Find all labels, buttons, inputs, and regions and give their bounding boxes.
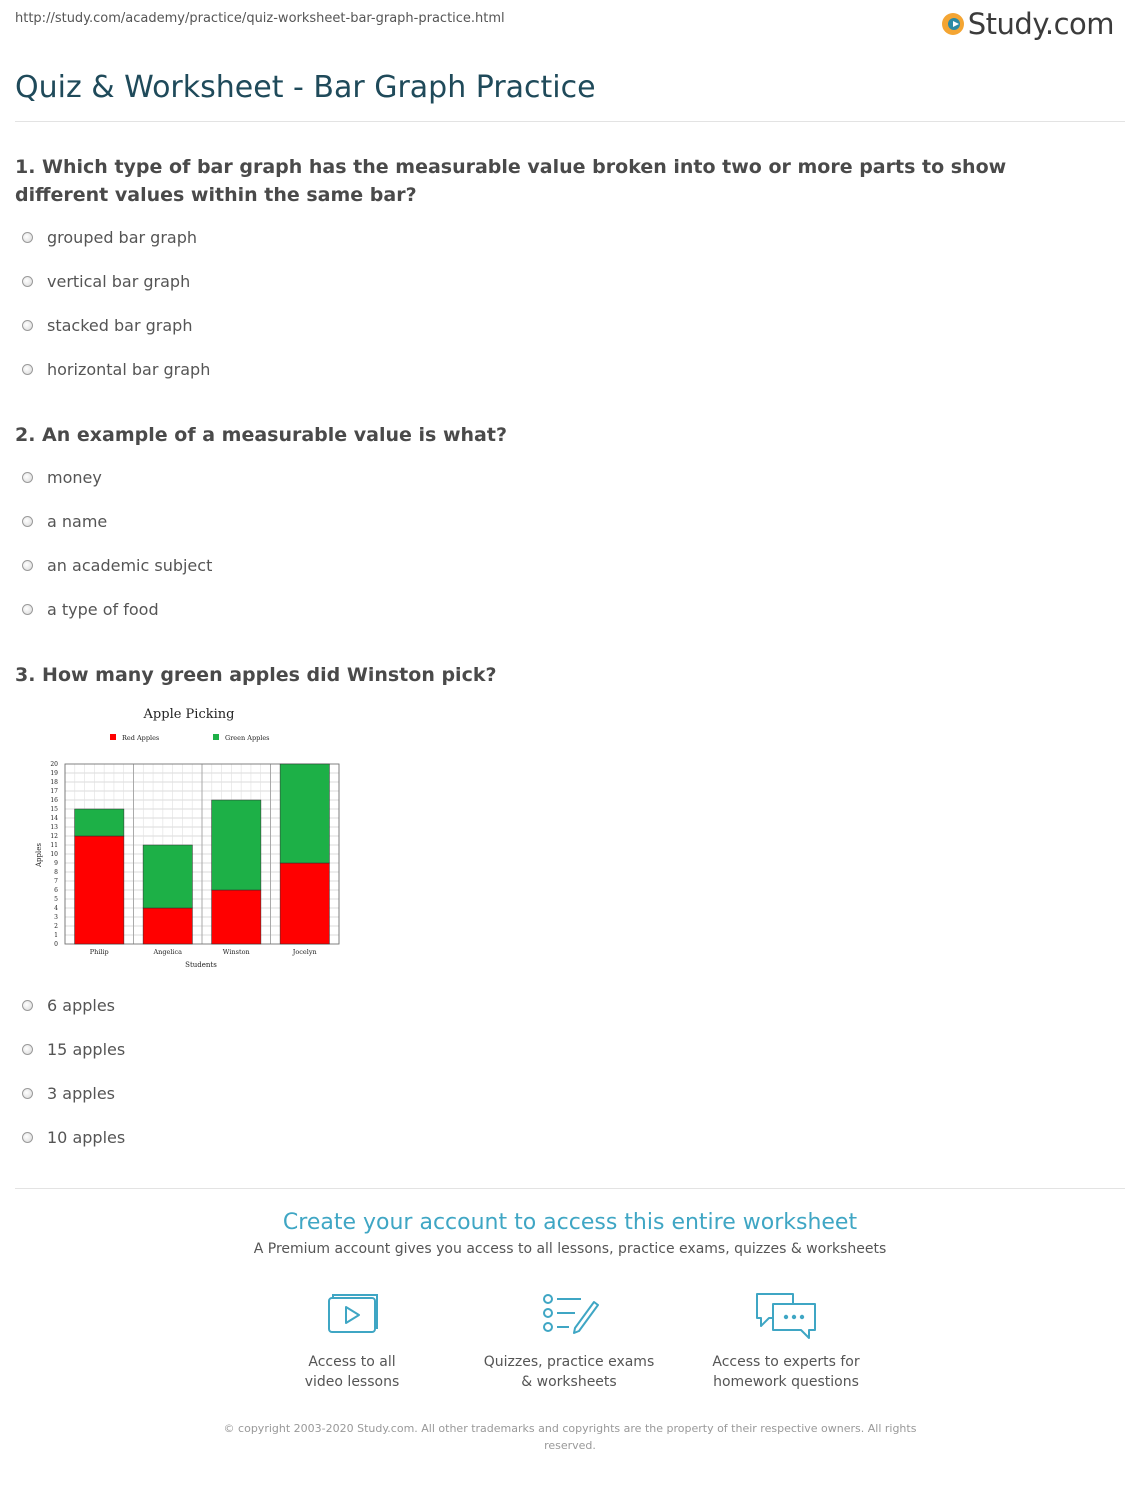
cta-divider xyxy=(15,1188,1125,1189)
bar-philip-red-apples xyxy=(75,836,124,944)
y-tick-label: 12 xyxy=(50,833,58,840)
radio-button[interactable] xyxy=(22,320,33,331)
cta-subtitle: A Premium account gives you access to all lessons, practice exams, quizzes & worksheets xyxy=(253,1241,887,1257)
feature-text: Access to experts for homework questions xyxy=(712,1354,860,1390)
option-label: a type of food xyxy=(47,600,159,619)
q2-option-3[interactable] xyxy=(22,556,212,575)
y-tick-label: 10 xyxy=(50,851,58,858)
bar-philip-green-apples xyxy=(75,809,124,836)
cta-title[interactable]: Create your account to access this entire worksheet xyxy=(282,1210,858,1235)
radio-button[interactable] xyxy=(22,1088,33,1099)
y-tick-label: 9 xyxy=(54,860,58,867)
legend-swatch-green xyxy=(213,734,219,740)
q3-option-3[interactable] xyxy=(22,1084,115,1103)
radio-button[interactable] xyxy=(22,1044,33,1055)
x-tick-label: Philip xyxy=(89,948,109,956)
option-label: 3 apples xyxy=(47,1084,116,1103)
feature-quizzes xyxy=(459,1290,679,1392)
legend-label-red: Red Apples xyxy=(122,734,160,742)
radio-button[interactable] xyxy=(22,1132,33,1143)
quiz-checklist-icon xyxy=(539,1290,599,1340)
page-title: Quiz & Worksheet - Bar Graph Practice xyxy=(15,70,596,105)
title-divider xyxy=(15,121,1125,122)
option-label: money xyxy=(47,468,102,487)
radio-button[interactable] xyxy=(22,232,33,243)
play-logo-icon xyxy=(942,13,964,35)
radio-button[interactable] xyxy=(22,560,33,571)
logo-text: Study.com xyxy=(967,7,1114,41)
option-label: 10 apples xyxy=(47,1128,126,1147)
q3-option-1[interactable] xyxy=(22,996,115,1015)
y-tick-label: 15 xyxy=(50,806,58,813)
legend-label-green: Green Apples xyxy=(225,734,270,742)
question-2: 2. An example of a measurable value is what? xyxy=(15,424,507,446)
y-tick-label: 14 xyxy=(50,815,58,822)
y-tick-label: 20 xyxy=(50,761,58,768)
y-tick-label: 13 xyxy=(50,824,58,831)
radio-button[interactable] xyxy=(22,364,33,375)
study-logo[interactable] xyxy=(942,7,1114,41)
bar-winston-red-apples xyxy=(212,890,261,944)
y-tick-label: 7 xyxy=(54,878,58,885)
bar-jocelyn-green-apples xyxy=(280,764,329,863)
y-tick-label: 16 xyxy=(50,797,58,804)
option-label: 15 apples xyxy=(47,1040,126,1059)
x-tick-label: Jocelyn xyxy=(292,948,317,956)
question-1: 1. Which type of bar graph has the measurable value broken into two or more parts to show different values within the same bar? xyxy=(15,156,1007,206)
x-tick-label: Angelica xyxy=(153,948,183,956)
question-3: 3. How many green apples did Winston pick? xyxy=(15,664,497,686)
y-tick-label: 8 xyxy=(54,869,58,876)
chat-bubbles-icon xyxy=(753,1290,819,1340)
option-label: vertical bar graph xyxy=(47,272,191,291)
copyright-footer: © copyright 2003-2020 Study.com. All other trademarks and copyrights are the property of their respective owners. All rights reserved. xyxy=(223,1422,917,1452)
y-tick-label: 5 xyxy=(54,896,58,903)
page-url: http://study.com/academy/practice/quiz-worksheet-bar-graph-practice.html xyxy=(15,11,505,26)
q1-option-4[interactable] xyxy=(22,360,210,379)
y-tick-label: 4 xyxy=(54,905,58,912)
bar-winston-green-apples xyxy=(212,800,261,890)
y-tick-label: 0 xyxy=(54,941,58,948)
bar-jocelyn-red-apples xyxy=(280,863,329,944)
bar-angelica-red-apples xyxy=(143,908,192,944)
q2-option-1[interactable] xyxy=(22,468,102,487)
q1-option-2[interactable] xyxy=(22,272,190,291)
y-tick-label: 1 xyxy=(54,932,58,939)
option-label: a name xyxy=(47,512,108,531)
apple-picking-chart xyxy=(17,697,363,973)
radio-button[interactable] xyxy=(22,276,33,287)
y-tick-label: 2 xyxy=(54,923,58,930)
bar-angelica-green-apples xyxy=(143,845,192,908)
q3-option-4[interactable] xyxy=(22,1128,125,1147)
feature-video-lessons xyxy=(242,1290,462,1392)
radio-button[interactable] xyxy=(22,516,33,527)
q3-option-2[interactable] xyxy=(22,1040,125,1059)
option-label: horizontal bar graph xyxy=(47,360,211,379)
radio-button[interactable] xyxy=(22,604,33,615)
option-label: an academic subject xyxy=(47,556,213,575)
feature-text: Quizzes, practice exams & worksheets xyxy=(483,1354,655,1390)
y-tick-label: 3 xyxy=(54,914,58,921)
q1-option-3[interactable] xyxy=(22,316,192,335)
y-axis-label: Apples xyxy=(35,843,43,867)
video-lesson-icon xyxy=(322,1290,382,1340)
q1-option-1[interactable] xyxy=(22,228,197,247)
x-tick-label: Winston xyxy=(222,948,250,956)
legend-swatch-red xyxy=(110,734,116,740)
radio-button[interactable] xyxy=(22,1000,33,1011)
chart-title: Apple Picking xyxy=(143,707,235,722)
feature-experts xyxy=(676,1290,896,1392)
x-axis-label: Students xyxy=(185,961,217,969)
q2-option-4[interactable] xyxy=(22,600,159,619)
y-tick-label: 18 xyxy=(50,779,58,786)
y-tick-label: 11 xyxy=(50,842,58,849)
y-tick-label: 19 xyxy=(50,770,58,777)
option-label: grouped bar graph xyxy=(47,228,198,247)
y-tick-label: 17 xyxy=(50,788,58,795)
radio-button[interactable] xyxy=(22,472,33,483)
y-tick-label: 6 xyxy=(54,887,58,894)
feature-text: Access to all video lessons xyxy=(304,1354,400,1390)
chart-svg xyxy=(17,697,363,973)
option-label: 6 apples xyxy=(47,996,116,1015)
q2-option-2[interactable] xyxy=(22,512,107,531)
option-label: stacked bar graph xyxy=(47,316,193,335)
